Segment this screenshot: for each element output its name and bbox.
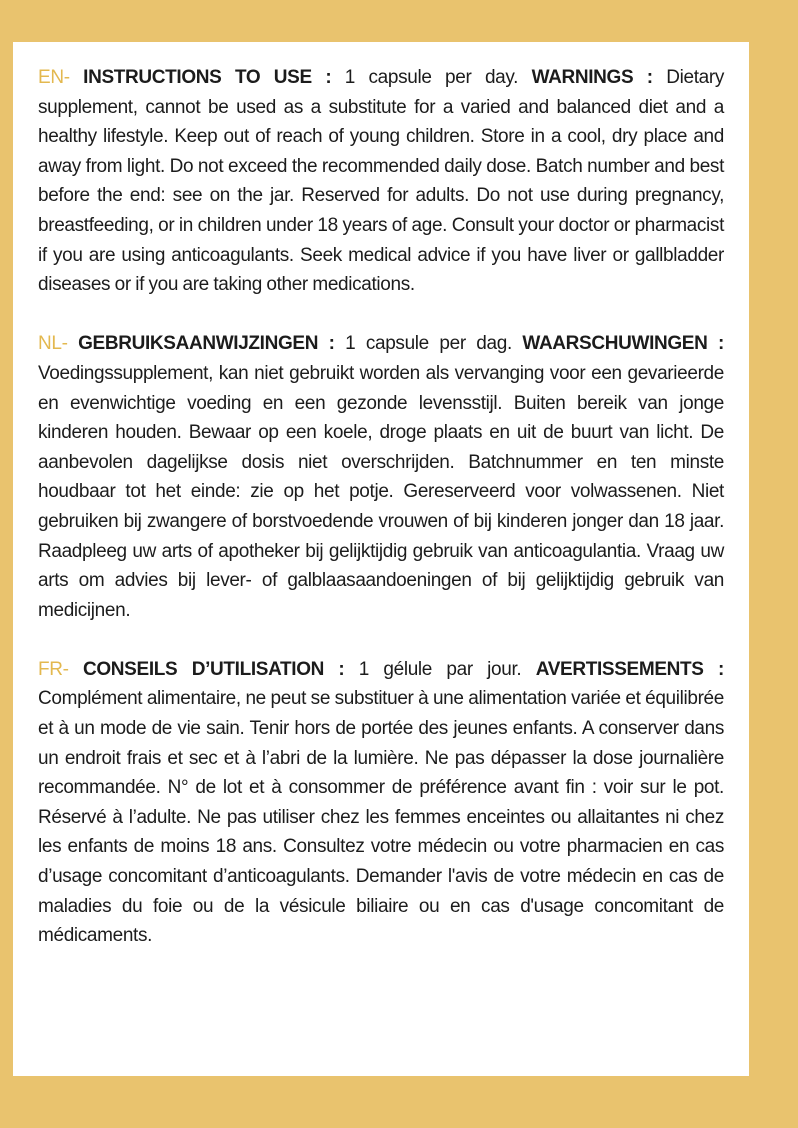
- warnings-heading-nl: WAARSCHUWINGEN :: [522, 333, 724, 355]
- section-fr: [38, 655, 724, 951]
- warnings-text-nl: Voedingssupplement, kan niet gebruikt worden als vervanging voor een gevarieerde en evenwichtige voeding en een gezonde levensstijl. Buiten bereik van jonge kinderen houden. Bewaar op een koele, droge plaats en uit de buurt van licht. De aanbevolen dagelijkse dosis niet overschrijden. Batchnummer en ten minste houdbaar tot het einde: zie op het potje. Gereserveerd voor volwassenen. Niet gebruiken bij zwangere of borstvoedende vrouwen of bij kinderen jonger dan 18 jaar. Raadpleeg uw arts of apotheker bij gelijktijdig gebruik van anticoagulantia. Vraag uw arts om advies bij lever- of galblaasaandoeningen of bij gelijktijdig gebruik van medicijnen.: [38, 362, 724, 621]
- usage-text-en: 1 capsule per day.: [344, 67, 519, 88]
- usage-text-nl: 1 capsule per dag.: [345, 333, 512, 355]
- instructions-heading-en: INSTRUCTIONS TO USE :: [83, 67, 332, 88]
- warnings-text-en: Dietary supplement, cannot be used as a substitute for a varied and balanced diet and a healthy lifestyle. Keep out of reach of young children. Store in a cool, dry place and away from light. Do not exceed the recommended daily dose. Batch number and best before the end: see on the jar. Reserved for adults. Do not use during pregnancy, breastfeeding, or in children under 18 years of age. Consult your doctor or pharmacist if you are using anticoagulants. Seek medical advice if you have liver or gallbladder diseases or if you are taking other medications.: [38, 67, 724, 296]
- label-panel: [13, 42, 749, 1076]
- language-code-en: EN-: [38, 67, 70, 88]
- usage-text-fr: 1 gélule par jour.: [358, 658, 522, 680]
- label-text: [38, 63, 724, 980]
- language-code-fr: FR-: [38, 658, 69, 680]
- section-nl: [38, 329, 724, 625]
- warnings-text-fr: Complément alimentaire, ne peut se substituer à une alimentation variée et équilibrée et à un mode de vie sain. Tenir hors de portée des jeunes enfants. A conserver dans un endroit frais et sec et à l’abri de la lumière. Ne pas dépasser la dose journalière recommandée. N° de lot et à consommer de préférence avant fin : voir sur le pot. Réservé à l’adulte. Ne pas utiliser chez les femmes enceintes ou allaitantes ni chez les enfants de moins 18 ans. Consultez votre médecin ou votre pharmacien en cas d’usage concomitant d’anticoagulants. Demander l'avis de votre médecin en cas de maladies du foie ou de la vésicule biliaire ou en cas d'usage concomitant de médicaments.: [38, 688, 724, 947]
- instructions-heading-nl: GEBRUIKSAANWIJZINGEN :: [78, 333, 335, 355]
- language-code-nl: NL-: [38, 333, 68, 355]
- section-en: [38, 63, 724, 300]
- warnings-heading-en: WARNINGS :: [531, 67, 653, 88]
- instructions-heading-fr: CONSEILS D’UTILISATION :: [83, 658, 345, 680]
- warnings-heading-fr: AVERTISSEMENTS :: [535, 658, 724, 680]
